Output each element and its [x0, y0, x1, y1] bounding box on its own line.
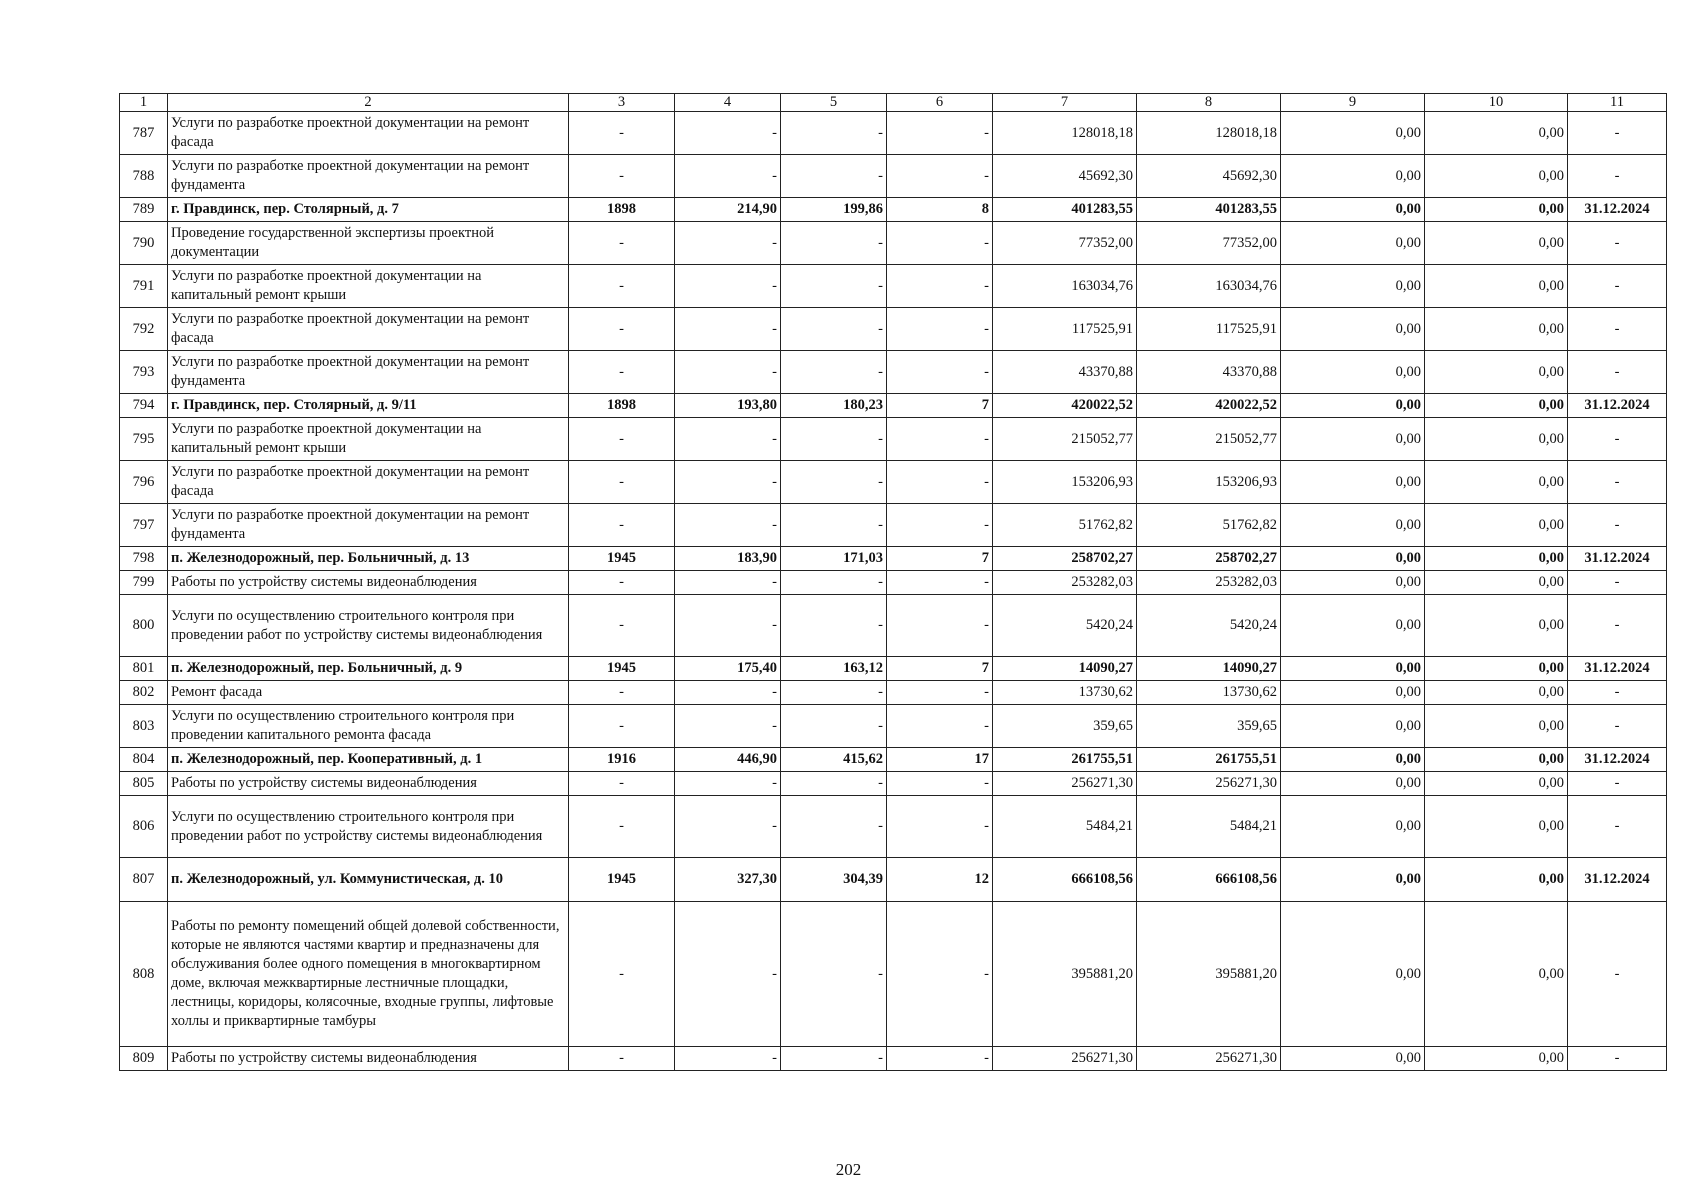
cost-fund-cell: 5484,21	[1137, 796, 1281, 858]
cost-total-cell: 14090,27	[993, 657, 1137, 681]
area-living-cell: -	[781, 112, 887, 155]
row-number-cell: 797	[120, 504, 168, 547]
deadline-cell: 31.12.2024	[1568, 657, 1667, 681]
column-number: 11	[1568, 94, 1667, 112]
cost-fund-cell: 13730,62	[1137, 681, 1281, 705]
work-name-cell: Услуги по осуществлению строительного контроля при проведении работ по устройству системы видеонаблюдения	[168, 796, 569, 858]
area-total-cell: -	[675, 461, 781, 504]
residents-count-cell: -	[887, 772, 993, 796]
work-name-cell: п. Железнодорожный, ул. Коммунистическая, д. 10	[168, 858, 569, 902]
cost-total-cell: 45692,30	[993, 155, 1137, 198]
row-number-cell: 790	[120, 222, 168, 265]
column-number: 1	[120, 94, 168, 112]
area-total-cell: -	[675, 504, 781, 547]
row-number-cell: 801	[120, 657, 168, 681]
cost-budget-cell: 0,00	[1281, 705, 1425, 748]
area-living-cell: 180,23	[781, 394, 887, 418]
year-cell: -	[569, 595, 675, 657]
cost-other-cell: 0,00	[1425, 748, 1568, 772]
area-living-cell: 163,12	[781, 657, 887, 681]
cost-other-cell: 0,00	[1425, 705, 1568, 748]
residents-count-cell: 7	[887, 547, 993, 571]
work-name-cell: п. Железнодорожный, пер. Кооперативный, д. 1	[168, 748, 569, 772]
area-total-cell: -	[675, 351, 781, 394]
deadline-cell: -	[1568, 418, 1667, 461]
year-cell: -	[569, 308, 675, 351]
row-number-cell: 794	[120, 394, 168, 418]
row-number-cell: 805	[120, 772, 168, 796]
year-cell: -	[569, 418, 675, 461]
cost-budget-cell: 0,00	[1281, 657, 1425, 681]
area-total-cell: -	[675, 308, 781, 351]
work-name-cell: Ремонт фасада	[168, 681, 569, 705]
cost-other-cell: 0,00	[1425, 418, 1568, 461]
area-living-cell: 415,62	[781, 748, 887, 772]
work-name-cell: Услуги по разработке проектной документации на капитальный ремонт крыши	[168, 418, 569, 461]
work-name-cell: Работы по устройству системы видеонаблюдения	[168, 571, 569, 595]
cost-total-cell: 258702,27	[993, 547, 1137, 571]
column-number: 8	[1137, 94, 1281, 112]
deadline-cell: -	[1568, 351, 1667, 394]
work-item-row	[120, 265, 1667, 308]
cost-fund-cell: 43370,88	[1137, 351, 1281, 394]
cost-total-cell: 253282,03	[993, 571, 1137, 595]
work-name-cell: Услуги по разработке проектной документации на ремонт фундамента	[168, 504, 569, 547]
work-item-row	[120, 418, 1667, 461]
year-cell: -	[569, 902, 675, 1047]
work-item-row	[120, 796, 1667, 858]
cost-other-cell: 0,00	[1425, 1047, 1568, 1071]
work-name-cell: Услуги по разработке проектной документации на ремонт фундамента	[168, 351, 569, 394]
year-cell: 1898	[569, 198, 675, 222]
year-cell: -	[569, 772, 675, 796]
row-number-cell: 804	[120, 748, 168, 772]
cost-budget-cell: 0,00	[1281, 748, 1425, 772]
table-body	[120, 94, 1667, 1071]
area-total-cell: -	[675, 571, 781, 595]
cost-total-cell: 163034,76	[993, 265, 1137, 308]
cost-fund-cell: 128018,18	[1137, 112, 1281, 155]
cost-fund-cell: 5420,24	[1137, 595, 1281, 657]
page-number: 202	[835, 1160, 862, 1179]
cost-total-cell: 359,65	[993, 705, 1137, 748]
residents-count-cell: 8	[887, 198, 993, 222]
residents-count-cell: -	[887, 308, 993, 351]
cost-other-cell: 0,00	[1425, 394, 1568, 418]
residents-count-cell: -	[887, 705, 993, 748]
area-total-cell: -	[675, 705, 781, 748]
deadline-cell: 31.12.2024	[1568, 394, 1667, 418]
work-name-cell: Услуги по разработке проектной документации на ремонт фундамента	[168, 155, 569, 198]
year-cell: 1916	[569, 748, 675, 772]
area-living-cell: -	[781, 796, 887, 858]
column-number: 4	[675, 94, 781, 112]
area-total-cell: -	[675, 772, 781, 796]
cost-budget-cell: 0,00	[1281, 858, 1425, 902]
deadline-cell: -	[1568, 308, 1667, 351]
deadline-cell: -	[1568, 796, 1667, 858]
residents-count-cell: -	[887, 902, 993, 1047]
work-name-cell: п. Железнодорожный, пер. Больничный, д. 9	[168, 657, 569, 681]
area-living-cell: -	[781, 222, 887, 265]
cost-fund-cell: 420022,52	[1137, 394, 1281, 418]
cost-total-cell: 128018,18	[993, 112, 1137, 155]
row-number-cell: 799	[120, 571, 168, 595]
deadline-cell: 31.12.2024	[1568, 858, 1667, 902]
cost-budget-cell: 0,00	[1281, 394, 1425, 418]
cost-fund-cell: 14090,27	[1137, 657, 1281, 681]
cost-fund-cell: 253282,03	[1137, 571, 1281, 595]
cost-budget-cell: 0,00	[1281, 1047, 1425, 1071]
residents-count-cell: 7	[887, 394, 993, 418]
residents-count-cell: -	[887, 681, 993, 705]
row-number-cell: 798	[120, 547, 168, 571]
residents-count-cell: -	[887, 155, 993, 198]
address-row	[120, 198, 1667, 222]
area-total-cell: 193,80	[675, 394, 781, 418]
work-name-cell: Работы по ремонту помещений общей долевой собственности, которые не являются частями квартир и предназначены для обслуживания более одного помещения в многоквартирном доме, включая межквартирные лестничные площадки, лестницы, коридоры, колясочные, входные группы, лифтовые холлы и приквартирные тамбуры	[168, 902, 569, 1047]
row-number-cell: 793	[120, 351, 168, 394]
row-number-cell: 806	[120, 796, 168, 858]
cost-other-cell: 0,00	[1425, 461, 1568, 504]
cost-total-cell: 117525,91	[993, 308, 1137, 351]
work-name-cell: Проведение государственной экспертизы проектной документации	[168, 222, 569, 265]
work-item-row	[120, 351, 1667, 394]
row-number-cell: 792	[120, 308, 168, 351]
work-item-row	[120, 772, 1667, 796]
residents-count-cell: -	[887, 351, 993, 394]
area-living-cell: -	[781, 504, 887, 547]
cost-budget-cell: 0,00	[1281, 796, 1425, 858]
cost-other-cell: 0,00	[1425, 112, 1568, 155]
cost-other-cell: 0,00	[1425, 858, 1568, 902]
area-living-cell: -	[781, 681, 887, 705]
cost-fund-cell: 666108,56	[1137, 858, 1281, 902]
deadline-cell: 31.12.2024	[1568, 547, 1667, 571]
deadline-cell: -	[1568, 681, 1667, 705]
year-cell: 1898	[569, 394, 675, 418]
work-item-row	[120, 571, 1667, 595]
area-living-cell: 171,03	[781, 547, 887, 571]
cost-total-cell: 51762,82	[993, 504, 1137, 547]
work-name-cell: Работы по устройству системы видеонаблюдения	[168, 1047, 569, 1071]
year-cell: -	[569, 222, 675, 265]
cost-budget-cell: 0,00	[1281, 772, 1425, 796]
year-cell: -	[569, 1047, 675, 1071]
cost-other-cell: 0,00	[1425, 265, 1568, 308]
cost-fund-cell: 256271,30	[1137, 772, 1281, 796]
work-item-row	[120, 595, 1667, 657]
area-living-cell: -	[781, 351, 887, 394]
work-item-row	[120, 222, 1667, 265]
work-item-row	[120, 155, 1667, 198]
year-cell: -	[569, 265, 675, 308]
row-number-cell: 787	[120, 112, 168, 155]
area-total-cell: 446,90	[675, 748, 781, 772]
cost-budget-cell: 0,00	[1281, 198, 1425, 222]
cost-total-cell: 420022,52	[993, 394, 1137, 418]
cost-fund-cell: 256271,30	[1137, 1047, 1281, 1071]
cost-total-cell: 5420,24	[993, 595, 1137, 657]
cost-total-cell: 395881,20	[993, 902, 1137, 1047]
cost-fund-cell: 117525,91	[1137, 308, 1281, 351]
year-cell: 1945	[569, 657, 675, 681]
cost-other-cell: 0,00	[1425, 351, 1568, 394]
area-total-cell: -	[675, 418, 781, 461]
row-number-cell: 795	[120, 418, 168, 461]
cost-total-cell: 43370,88	[993, 351, 1137, 394]
cost-fund-cell: 51762,82	[1137, 504, 1281, 547]
row-number-cell: 803	[120, 705, 168, 748]
cost-total-cell: 77352,00	[993, 222, 1137, 265]
work-name-cell: Услуги по осуществлению строительного контроля при проведении капитального ремонта фасада	[168, 705, 569, 748]
column-number: 6	[887, 94, 993, 112]
cost-other-cell: 0,00	[1425, 595, 1568, 657]
cost-total-cell: 256271,30	[993, 1047, 1137, 1071]
work-item-row	[120, 112, 1667, 155]
cost-budget-cell: 0,00	[1281, 265, 1425, 308]
residents-count-cell: -	[887, 796, 993, 858]
work-name-cell: г. Правдинск, пер. Столярный, д. 9/11	[168, 394, 569, 418]
deadline-cell: -	[1568, 772, 1667, 796]
area-total-cell: -	[675, 595, 781, 657]
address-row	[120, 394, 1667, 418]
cost-budget-cell: 0,00	[1281, 595, 1425, 657]
year-cell: -	[569, 351, 675, 394]
deadline-cell: 31.12.2024	[1568, 748, 1667, 772]
area-living-cell: -	[781, 772, 887, 796]
year-cell: -	[569, 504, 675, 547]
cost-total-cell: 153206,93	[993, 461, 1137, 504]
area-living-cell: -	[781, 155, 887, 198]
work-name-cell: Работы по устройству системы видеонаблюдения	[168, 772, 569, 796]
address-row	[120, 748, 1667, 772]
row-number-cell: 788	[120, 155, 168, 198]
area-living-cell: -	[781, 902, 887, 1047]
cost-budget-cell: 0,00	[1281, 504, 1425, 547]
area-living-cell: 304,39	[781, 858, 887, 902]
deadline-cell: -	[1568, 902, 1667, 1047]
cost-budget-cell: 0,00	[1281, 681, 1425, 705]
cost-fund-cell: 395881,20	[1137, 902, 1281, 1047]
cost-total-cell: 13730,62	[993, 681, 1137, 705]
row-number-cell: 807	[120, 858, 168, 902]
deadline-cell: -	[1568, 461, 1667, 504]
area-total-cell: -	[675, 112, 781, 155]
work-name-cell: Услуги по осуществлению строительного контроля при проведении работ по устройству системы видеонаблюдения	[168, 595, 569, 657]
cost-other-cell: 0,00	[1425, 772, 1568, 796]
year-cell: -	[569, 796, 675, 858]
work-name-cell: г. Правдинск, пер. Столярный, д. 7	[168, 198, 569, 222]
area-total-cell: -	[675, 265, 781, 308]
cost-fund-cell: 401283,55	[1137, 198, 1281, 222]
cost-other-cell: 0,00	[1425, 198, 1568, 222]
area-total-cell: 175,40	[675, 657, 781, 681]
area-total-cell: 214,90	[675, 198, 781, 222]
cost-other-cell: 0,00	[1425, 504, 1568, 547]
work-item-row	[120, 705, 1667, 748]
deadline-cell: -	[1568, 222, 1667, 265]
deadline-cell: -	[1568, 112, 1667, 155]
row-number-cell: 791	[120, 265, 168, 308]
column-number: 9	[1281, 94, 1425, 112]
year-cell: -	[569, 705, 675, 748]
cost-budget-cell: 0,00	[1281, 308, 1425, 351]
column-number-row	[120, 94, 1667, 112]
residents-count-cell: 17	[887, 748, 993, 772]
area-living-cell: -	[781, 571, 887, 595]
column-number: 7	[993, 94, 1137, 112]
residents-count-cell: -	[887, 595, 993, 657]
work-name-cell: Услуги по разработке проектной документации на ремонт фасада	[168, 461, 569, 504]
area-living-cell: -	[781, 595, 887, 657]
cost-other-cell: 0,00	[1425, 681, 1568, 705]
area-total-cell: -	[675, 681, 781, 705]
work-name-cell: п. Железнодорожный, пер. Больничный, д. 13	[168, 547, 569, 571]
column-number: 5	[781, 94, 887, 112]
row-number-cell: 809	[120, 1047, 168, 1071]
work-name-cell: Услуги по разработке проектной документации на ремонт фасада	[168, 112, 569, 155]
area-living-cell: -	[781, 461, 887, 504]
cost-budget-cell: 0,00	[1281, 155, 1425, 198]
cost-fund-cell: 45692,30	[1137, 155, 1281, 198]
year-cell: -	[569, 155, 675, 198]
column-number: 3	[569, 94, 675, 112]
year-cell: 1945	[569, 858, 675, 902]
cost-other-cell: 0,00	[1425, 902, 1568, 1047]
deadline-cell: -	[1568, 1047, 1667, 1071]
cost-total-cell: 256271,30	[993, 772, 1137, 796]
cost-fund-cell: 258702,27	[1137, 547, 1281, 571]
cost-total-cell: 666108,56	[993, 858, 1137, 902]
residents-count-cell: 12	[887, 858, 993, 902]
cost-budget-cell: 0,00	[1281, 571, 1425, 595]
column-number: 10	[1425, 94, 1568, 112]
year-cell: -	[569, 112, 675, 155]
row-number-cell: 789	[120, 198, 168, 222]
deadline-cell: -	[1568, 265, 1667, 308]
cost-total-cell: 5484,21	[993, 796, 1137, 858]
year-cell: -	[569, 571, 675, 595]
residents-count-cell: -	[887, 418, 993, 461]
cost-fund-cell: 359,65	[1137, 705, 1281, 748]
cost-fund-cell: 261755,51	[1137, 748, 1281, 772]
deadline-cell: 31.12.2024	[1568, 198, 1667, 222]
area-total-cell: -	[675, 222, 781, 265]
work-item-row	[120, 308, 1667, 351]
residents-count-cell: -	[887, 112, 993, 155]
work-name-cell: Услуги по разработке проектной документации на ремонт фасада	[168, 308, 569, 351]
area-total-cell: 327,30	[675, 858, 781, 902]
cost-other-cell: 0,00	[1425, 796, 1568, 858]
cost-budget-cell: 0,00	[1281, 902, 1425, 1047]
cost-budget-cell: 0,00	[1281, 351, 1425, 394]
address-row	[120, 858, 1667, 902]
address-row	[120, 657, 1667, 681]
area-living-cell: -	[781, 705, 887, 748]
cost-budget-cell: 0,00	[1281, 112, 1425, 155]
residents-count-cell: -	[887, 461, 993, 504]
cost-other-cell: 0,00	[1425, 222, 1568, 265]
work-item-row	[120, 1047, 1667, 1071]
work-item-row	[120, 461, 1667, 504]
area-total-cell: -	[675, 155, 781, 198]
address-row	[120, 547, 1667, 571]
row-number-cell: 808	[120, 902, 168, 1047]
cost-other-cell: 0,00	[1425, 657, 1568, 681]
cost-budget-cell: 0,00	[1281, 461, 1425, 504]
cost-total-cell: 261755,51	[993, 748, 1137, 772]
residents-count-cell: -	[887, 222, 993, 265]
cost-total-cell: 401283,55	[993, 198, 1137, 222]
cost-fund-cell: 153206,93	[1137, 461, 1281, 504]
cost-other-cell: 0,00	[1425, 571, 1568, 595]
area-total-cell: 183,90	[675, 547, 781, 571]
year-cell: -	[569, 681, 675, 705]
residents-count-cell: 7	[887, 657, 993, 681]
deadline-cell: -	[1568, 504, 1667, 547]
area-living-cell: 199,86	[781, 198, 887, 222]
cost-budget-cell: 0,00	[1281, 222, 1425, 265]
cost-total-cell: 215052,77	[993, 418, 1137, 461]
area-living-cell: -	[781, 308, 887, 351]
year-cell: -	[569, 461, 675, 504]
work-name-cell: Услуги по разработке проектной документации на капитальный ремонт крыши	[168, 265, 569, 308]
row-number-cell: 796	[120, 461, 168, 504]
row-number-cell: 802	[120, 681, 168, 705]
work-program-table	[119, 93, 1667, 1071]
area-living-cell: -	[781, 1047, 887, 1071]
work-item-row	[120, 902, 1667, 1047]
residents-count-cell: -	[887, 1047, 993, 1071]
area-total-cell: -	[675, 796, 781, 858]
cost-budget-cell: 0,00	[1281, 547, 1425, 571]
residents-count-cell: -	[887, 571, 993, 595]
deadline-cell: -	[1568, 705, 1667, 748]
row-number-cell: 800	[120, 595, 168, 657]
cost-fund-cell: 215052,77	[1137, 418, 1281, 461]
cost-other-cell: 0,00	[1425, 155, 1568, 198]
cost-other-cell: 0,00	[1425, 547, 1568, 571]
cost-budget-cell: 0,00	[1281, 418, 1425, 461]
cost-other-cell: 0,00	[1425, 308, 1568, 351]
cost-fund-cell: 163034,76	[1137, 265, 1281, 308]
area-living-cell: -	[781, 265, 887, 308]
work-item-row	[120, 504, 1667, 547]
residents-count-cell: -	[887, 265, 993, 308]
year-cell: 1945	[569, 547, 675, 571]
work-item-row	[120, 681, 1667, 705]
deadline-cell: -	[1568, 155, 1667, 198]
cost-fund-cell: 77352,00	[1137, 222, 1281, 265]
area-living-cell: -	[781, 418, 887, 461]
deadline-cell: -	[1568, 571, 1667, 595]
residents-count-cell: -	[887, 504, 993, 547]
deadline-cell: -	[1568, 595, 1667, 657]
area-total-cell: -	[675, 902, 781, 1047]
area-total-cell: -	[675, 1047, 781, 1071]
column-number: 2	[168, 94, 569, 112]
